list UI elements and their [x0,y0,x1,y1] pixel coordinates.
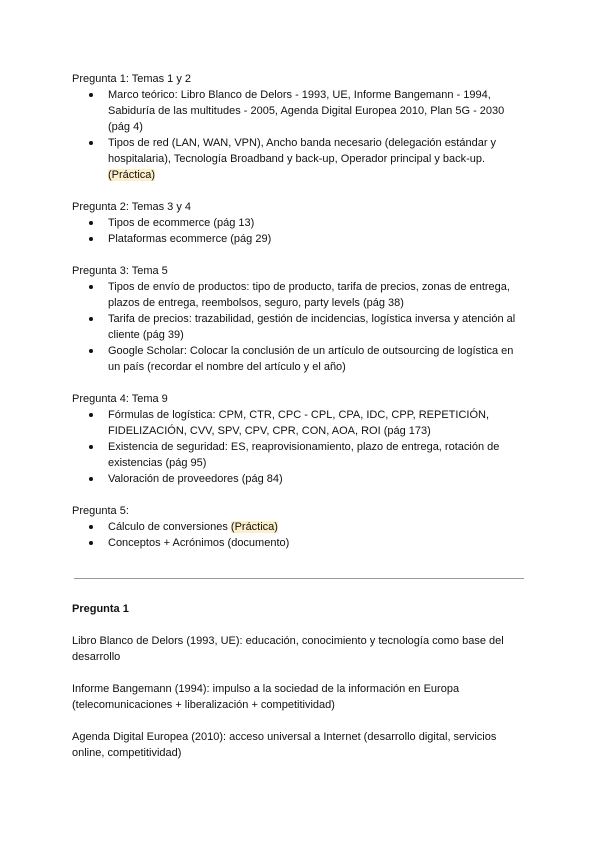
item-text: Marco teórico: Libro Blanco de Delors - 1993, UE, Informe Bangemann - 1994, Sabiduría de las multitudes - 2005, Agenda Digital Europea 2010, Plan 5G - 2030 (pág 4) [108,89,505,133]
item-text: Fórmulas de logística: CPM, CTR, CPC - CPL, CPA, IDC, CPP, REPETICIÓN, FIDELIZACIÓN, CVV, SPV, CPV, CPR, CON, AOA, ROI (pág 173) [108,409,490,437]
list-item [72,87,528,135]
list-item [72,535,528,551]
bullet-icon [89,477,93,481]
item-text: Tarifa de precios: trazabilidad, gestión de incidencias, logística inversa y atención al cliente (pág 39) [108,313,516,341]
highlight-practica: (Práctica) [230,521,278,533]
question-title: Pregunta 3: Tema 5 [72,265,168,277]
bullet-list [72,279,528,375]
paragraph: Libro Blanco de Delors (1993, UE): educación, conocimiento y tecnología como base del desarrollo [72,635,504,663]
bullet-icon [89,445,93,449]
bullet-icon [89,237,93,241]
question-block-2 [72,199,528,247]
bullet-list [72,407,528,487]
bullet-icon [89,285,93,289]
bullet-icon [89,317,93,321]
bullet-icon [89,93,93,97]
item-text: Tipos de envío de productos: tipo de producto, tarifa de precios, zonas de entrega, plazos de entrega, reembolsos, seguro, party levels (pág 38) [108,281,510,309]
list-item [72,279,528,311]
bullet-icon [89,141,93,145]
list-item [72,439,528,471]
list-item [72,135,528,183]
highlight-practica: (Práctica) [108,169,156,181]
item-text: Conceptos + Acrónimos (documento) [108,537,290,549]
question-outline [72,71,528,567]
question-block-5 [72,503,528,551]
list-item [72,231,528,247]
item-text: Cálculo de conversiones [108,521,231,533]
item-text: Valoración de proveedores (pág 84) [108,473,283,485]
list-item [72,407,528,439]
bullet-icon [89,221,93,225]
item-text: Plataformas ecommerce (pág 29) [108,233,272,245]
paragraph: Agenda Digital Europea (2010): acceso universal a Internet (desarrollo digital, servicios online, competitividad) [72,731,497,759]
bullet-icon [89,413,93,417]
item-text: Existencia de seguridad: ES, reaprovisionamiento, plazo de entrega, rotación de existencias (pág 95) [108,441,500,469]
item-text: Google Scholar: Colocar la conclusión de un artículo de outsourcing de logística en un país (recordar el nombre del artículo y el año) [108,345,514,373]
paragraph: Informe Bangemann (1994): impulso a la sociedad de la información en Europa (telecomunicaciones + liberalización + competitividad) [72,683,460,711]
answers-section [72,601,528,777]
question-title: Pregunta 4: Tema 9 [72,393,168,405]
question-title: Pregunta 1: Temas 1 y 2 [72,73,192,85]
question-title: Pregunta 2: Temas 3 y 4 [72,201,192,213]
item-text: Tipos de red (LAN, WAN, VPN), Ancho banda necesario (delegación estándar y hospitalaria), Tecnología Broadband y back-up, Operador principal y back-up. [108,137,497,165]
bullet-list [72,87,528,183]
bullet-icon [89,525,93,529]
list-item [72,519,528,535]
list-item [72,215,528,231]
question-block-1 [72,71,528,183]
question-block-3 [72,263,528,375]
list-item [72,311,528,343]
bullet-list [72,519,528,551]
horizontal-rule [74,578,524,579]
question-block-4 [72,391,528,487]
list-item [72,343,528,375]
bullet-icon [89,349,93,353]
item-text: Tipos de ecommerce (pág 13) [108,217,255,229]
list-item [72,471,528,487]
section-heading: Pregunta 1 [72,603,129,615]
question-title: Pregunta 5: [72,505,129,517]
bullet-list [72,215,528,247]
bullet-icon [89,541,93,545]
